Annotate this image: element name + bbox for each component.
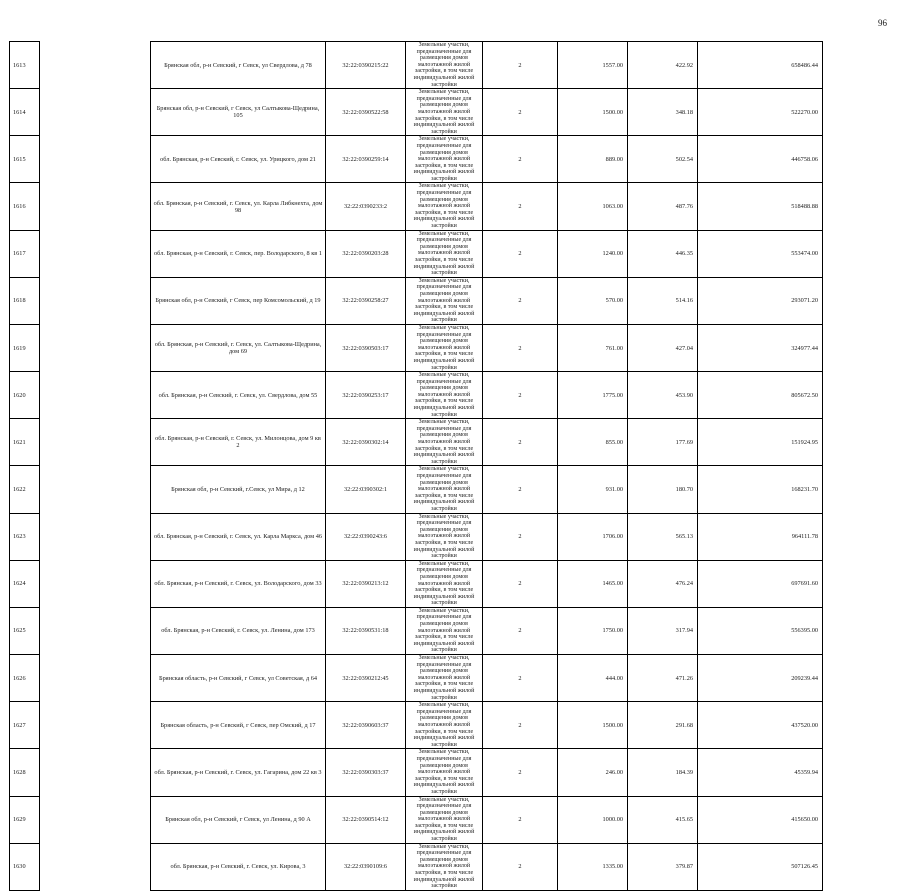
cell-group: 2	[483, 655, 558, 702]
cell-address: Брянская обл, р-н Севский, г Севск, ул Свердлова, д 78	[151, 42, 326, 89]
cell-cadastral-number: 32:22:0390215:22	[326, 42, 406, 89]
cell-specific-value: 446.35	[628, 230, 698, 277]
cell-number: 1615	[10, 136, 40, 183]
cell-spacer	[40, 466, 151, 513]
cell-address: Брянская обл, р-н Севский, г Севск, ул Ленина, д 90 А	[151, 796, 326, 843]
cell-cadastral-number: 32:22:0390203:28	[326, 230, 406, 277]
cell-land-use: Земельные участки, предназначенные для размещения домов малоэтажной жилой застройки, в том числе индивидуальной жилой застройки	[406, 324, 483, 371]
cell-cadastral-value: 518488.88	[698, 183, 823, 230]
table-row	[10, 89, 823, 136]
cell-land-use: Земельные участки, предназначенные для размещения домов малоэтажной жилой застройки, в том числе индивидуальной жилой застройки	[406, 513, 483, 560]
cell-group: 2	[483, 136, 558, 183]
cell-address: обл. Брянская, р-н Севский, г. Севск, ул. Ленина, дом 173	[151, 607, 326, 654]
cell-number: 1614	[10, 89, 40, 136]
cell-cadastral-value: 168231.70	[698, 466, 823, 513]
table-row	[10, 655, 823, 702]
cell-number: 1629	[10, 796, 40, 843]
cell-land-use: Земельные участки, предназначенные для размещения домов малоэтажной жилой застройки, в том числе индивидуальной жилой застройки	[406, 419, 483, 466]
cell-area: 1240.00	[558, 230, 628, 277]
cell-address: обл. Брянская, р-н Севский, г. Севск, ул. Салтыкова-Щедрина, дом 69	[151, 324, 326, 371]
cell-number: 1619	[10, 324, 40, 371]
cell-address: обл. Брянская, р-н Севский, г. Севск, ул. Гагарина, дом 22 кв 3	[151, 749, 326, 796]
cell-area: 1500.00	[558, 89, 628, 136]
cell-cadastral-number: 32:22:0390302:14	[326, 419, 406, 466]
cell-cadastral-number: 32:22:0390233:2	[326, 183, 406, 230]
table-row	[10, 796, 823, 843]
cell-address: обл. Брянская, р-н Севский, г. Севск, пер. Володарского, 8 кв 1	[151, 230, 326, 277]
cell-group: 2	[483, 89, 558, 136]
cell-spacer	[40, 372, 151, 419]
cell-group: 2	[483, 42, 558, 89]
cell-specific-value: 514.16	[628, 277, 698, 324]
cell-cadastral-number: 32:22:0390503:17	[326, 324, 406, 371]
table-row	[10, 419, 823, 466]
cell-number: 1623	[10, 513, 40, 560]
cell-area: 1557.00	[558, 42, 628, 89]
cell-number: 1617	[10, 230, 40, 277]
cell-specific-value: 291.68	[628, 702, 698, 749]
cell-land-use: Земельные участки, предназначенные для размещения домов малоэтажной жилой застройки, в том числе индивидуальной жилой застройки	[406, 42, 483, 89]
cell-address: обл. Брянская, р-н Севский, г. Севск, ул. Карла Маркса, дом 46	[151, 513, 326, 560]
cell-land-use: Земельные участки, предназначенные для размещения домов малоэтажной жилой застройки, в том числе индивидуальной жилой застройки	[406, 230, 483, 277]
table-row	[10, 702, 823, 749]
cell-cadastral-number: 32:22:0390212:45	[326, 655, 406, 702]
cell-number: 1628	[10, 749, 40, 796]
cell-number: 1626	[10, 655, 40, 702]
cell-spacer	[40, 419, 151, 466]
cell-spacer	[40, 702, 151, 749]
cell-specific-value: 471.26	[628, 655, 698, 702]
cell-specific-value: 502.54	[628, 136, 698, 183]
cell-specific-value: 415.65	[628, 796, 698, 843]
cell-cadastral-number: 32:22:0390531:18	[326, 607, 406, 654]
cell-number: 1622	[10, 466, 40, 513]
cell-area: 246.00	[558, 749, 628, 796]
cell-spacer	[40, 796, 151, 843]
cell-spacer	[40, 513, 151, 560]
cell-area: 1706.00	[558, 513, 628, 560]
cell-area: 761.00	[558, 324, 628, 371]
cell-group: 2	[483, 324, 558, 371]
cell-specific-value: 177.69	[628, 419, 698, 466]
cell-number: 1616	[10, 183, 40, 230]
cell-spacer	[40, 42, 151, 89]
cell-cadastral-number: 32:22:0390259:14	[326, 136, 406, 183]
cell-cadastral-number: 32:22:0390302:1	[326, 466, 406, 513]
table-row	[10, 513, 823, 560]
cell-specific-value: 184.39	[628, 749, 698, 796]
cell-specific-value: 565.13	[628, 513, 698, 560]
cell-address: Брянская обл, р-н Севский, г Севск, ул Салтыкова-Щедрина, 105	[151, 89, 326, 136]
cell-cadastral-number: 32:22:0390303:37	[326, 749, 406, 796]
cell-cadastral-number: 32:22:0390514:12	[326, 796, 406, 843]
cell-land-use: Земельные участки, предназначенные для размещения домов малоэтажной жилой застройки, в том числе индивидуальной жилой застройки	[406, 89, 483, 136]
cell-address: обл. Брянская, р-н Севский, г. Севск, ул. Карла Либкнехта, дом 98	[151, 183, 326, 230]
cell-area: 1465.00	[558, 560, 628, 607]
cell-spacer	[40, 324, 151, 371]
table-row	[10, 42, 823, 89]
cell-spacer	[40, 136, 151, 183]
cell-address: Брянская обл, р-н Севский, г.Севск, ул Мира, д 12	[151, 466, 326, 513]
cell-land-use: Земельные участки, предназначенные для размещения домов малоэтажной жилой застройки, в том числе индивидуальной жилой застройки	[406, 702, 483, 749]
cell-cadastral-value: 522270.00	[698, 89, 823, 136]
cell-group: 2	[483, 513, 558, 560]
cell-cadastral-value: 697691.60	[698, 560, 823, 607]
cell-land-use: Земельные участки, предназначенные для размещения домов малоэтажной жилой застройки, в том числе индивидуальной жилой застройки	[406, 277, 483, 324]
cell-group: 2	[483, 702, 558, 749]
cell-area: 889.00	[558, 136, 628, 183]
cell-specific-value: 476.24	[628, 560, 698, 607]
cell-area: 1500.00	[558, 702, 628, 749]
cell-number: 1621	[10, 419, 40, 466]
cell-address: Брянская область, р-н Севский, г Севск, пер Омский, д 17	[151, 702, 326, 749]
cell-cadastral-value: 415650.00	[698, 796, 823, 843]
table-row	[10, 230, 823, 277]
cell-number: 1630	[10, 843, 40, 890]
cell-spacer	[40, 843, 151, 890]
table-row	[10, 607, 823, 654]
cell-cadastral-value: 446758.06	[698, 136, 823, 183]
cell-area: 931.00	[558, 466, 628, 513]
cell-address: обл. Брянская, р-н Севский, г. Севск, ул. Урицкого, дом 21	[151, 136, 326, 183]
cell-cadastral-value: 209239.44	[698, 655, 823, 702]
cell-cadastral-value: 556395.00	[698, 607, 823, 654]
cell-group: 2	[483, 277, 558, 324]
cell-cadastral-value: 151924.95	[698, 419, 823, 466]
cell-group: 2	[483, 796, 558, 843]
cell-number: 1620	[10, 372, 40, 419]
cell-cadastral-value: 437520.00	[698, 702, 823, 749]
cell-land-use: Земельные участки, предназначенные для размещения домов малоэтажной жилой застройки, в том числе индивидуальной жилой застройки	[406, 183, 483, 230]
cell-area: 855.00	[558, 419, 628, 466]
cell-area: 1000.00	[558, 796, 628, 843]
table-row	[10, 324, 823, 371]
cell-cadastral-number: 32:22:0390253:17	[326, 372, 406, 419]
cell-number: 1624	[10, 560, 40, 607]
cell-cadastral-number: 32:22:0390603:37	[326, 702, 406, 749]
cell-cadastral-value: 324977.44	[698, 324, 823, 371]
cell-spacer	[40, 749, 151, 796]
table-row	[10, 136, 823, 183]
cell-land-use: Земельные участки, предназначенные для размещения домов малоэтажной жилой застройки, в том числе индивидуальной жилой застройки	[406, 655, 483, 702]
cell-cadastral-number: 32:22:0390243:6	[326, 513, 406, 560]
cell-spacer	[40, 230, 151, 277]
cell-area: 444.00	[558, 655, 628, 702]
cell-address: обл. Брянская, р-н Севский, г. Севск, ул. Кирова, 3	[151, 843, 326, 890]
cell-cadastral-value: 45359.94	[698, 749, 823, 796]
cell-group: 2	[483, 183, 558, 230]
cell-address: Брянская обл, р-н Севский, г Севск, пер Комсомольский, д 19	[151, 277, 326, 324]
table-row	[10, 560, 823, 607]
cell-land-use: Земельные участки, предназначенные для размещения домов малоэтажной жилой застройки, в том числе индивидуальной жилой застройки	[406, 466, 483, 513]
cell-address: обл. Брянская, р-н Севский, г. Севск, ул. Володарского, дом 33	[151, 560, 326, 607]
cell-number: 1613	[10, 42, 40, 89]
cell-number: 1625	[10, 607, 40, 654]
cell-address: Брянская область, р-н Севский, г Севск, ул Советская, д 64	[151, 655, 326, 702]
cell-area: 1750.00	[558, 607, 628, 654]
cell-spacer	[40, 655, 151, 702]
cell-specific-value: 348.18	[628, 89, 698, 136]
cell-group: 2	[483, 230, 558, 277]
cell-specific-value: 427.04	[628, 324, 698, 371]
cell-cadastral-number: 32:22:0390109:6	[326, 843, 406, 890]
table-row	[10, 277, 823, 324]
cell-spacer	[40, 277, 151, 324]
cell-land-use: Земельные участки, предназначенные для размещения домов малоэтажной жилой застройки, в том числе индивидуальной жилой застройки	[406, 843, 483, 890]
cell-cadastral-value: 553474.00	[698, 230, 823, 277]
cell-land-use: Земельные участки, предназначенные для размещения домов малоэтажной жилой застройки, в том числе индивидуальной жилой застройки	[406, 607, 483, 654]
table-row	[10, 466, 823, 513]
cell-group: 2	[483, 419, 558, 466]
cell-spacer	[40, 89, 151, 136]
table-row	[10, 183, 823, 230]
cell-group: 2	[483, 466, 558, 513]
table-row	[10, 749, 823, 796]
cell-land-use: Земельные участки, предназначенные для размещения домов малоэтажной жилой застройки, в том числе индивидуальной жилой застройки	[406, 560, 483, 607]
cell-group: 2	[483, 560, 558, 607]
cell-spacer	[40, 183, 151, 230]
cell-cadastral-value: 507126.45	[698, 843, 823, 890]
cell-specific-value: 180.70	[628, 466, 698, 513]
cell-address: обл. Брянская, р-н Севский, г. Севск, ул. Милонцова, дом 9 кв 2	[151, 419, 326, 466]
cell-group: 2	[483, 749, 558, 796]
cell-area: 1775.00	[558, 372, 628, 419]
cell-cadastral-number: 32:22:0390213:12	[326, 560, 406, 607]
cell-specific-value: 317.94	[628, 607, 698, 654]
cell-specific-value: 453.90	[628, 372, 698, 419]
cell-land-use: Земельные участки, предназначенные для размещения домов малоэтажной жилой застройки, в том числе индивидуальной жилой застройки	[406, 796, 483, 843]
page-number: 96	[878, 18, 887, 28]
cell-cadastral-number: 32:22:0390522:58	[326, 89, 406, 136]
cell-spacer	[40, 607, 151, 654]
cell-cadastral-value: 805672.50	[698, 372, 823, 419]
cell-area: 570.00	[558, 277, 628, 324]
cell-cadastral-value: 658486.44	[698, 42, 823, 89]
cell-area: 1335.00	[558, 843, 628, 890]
cell-specific-value: 422.92	[628, 42, 698, 89]
cadastral-value-table	[9, 41, 823, 891]
cell-cadastral-value: 964111.78	[698, 513, 823, 560]
cell-number: 1618	[10, 277, 40, 324]
cell-cadastral-number: 32:22:0390258:27	[326, 277, 406, 324]
cell-land-use: Земельные участки, предназначенные для размещения домов малоэтажной жилой застройки, в том числе индивидуальной жилой застройки	[406, 136, 483, 183]
cell-land-use: Земельные участки, предназначенные для размещения домов малоэтажной жилой застройки, в том числе индивидуальной жилой застройки	[406, 749, 483, 796]
table-row	[10, 843, 823, 890]
table-row	[10, 372, 823, 419]
cell-spacer	[40, 560, 151, 607]
cell-specific-value: 379.87	[628, 843, 698, 890]
cell-land-use: Земельные участки, предназначенные для размещения домов малоэтажной жилой застройки, в том числе индивидуальной жилой застройки	[406, 372, 483, 419]
cell-group: 2	[483, 372, 558, 419]
cell-group: 2	[483, 607, 558, 654]
cell-area: 1063.00	[558, 183, 628, 230]
cell-specific-value: 487.76	[628, 183, 698, 230]
cell-group: 2	[483, 843, 558, 890]
cell-number: 1627	[10, 702, 40, 749]
cell-address: обл. Брянская, р-н Севский, г. Севск, ул. Свердлова, дом 55	[151, 372, 326, 419]
cell-cadastral-value: 293071.20	[698, 277, 823, 324]
